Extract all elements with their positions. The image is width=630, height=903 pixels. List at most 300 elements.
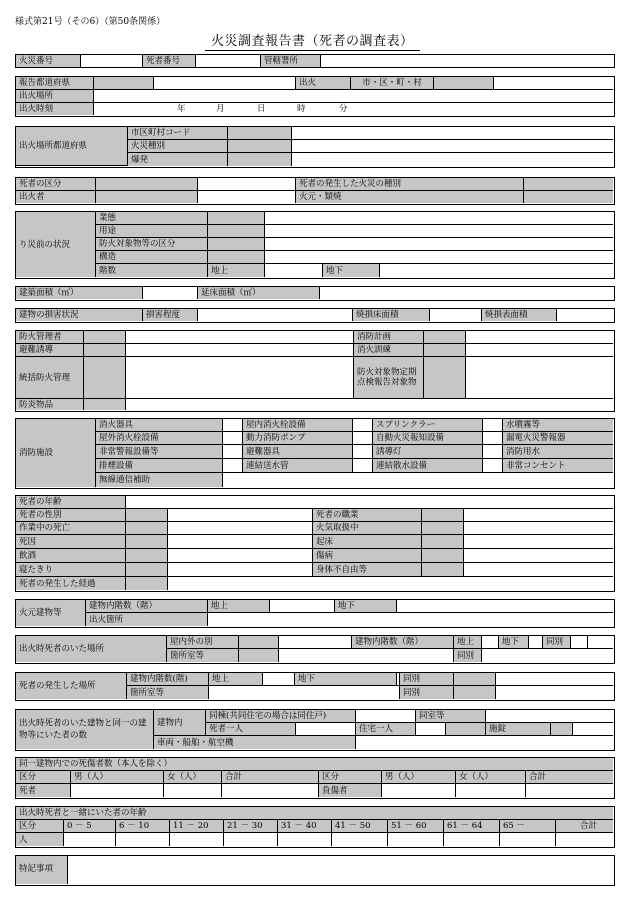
field-age-total[interactable]	[556, 833, 613, 846]
block-death-location	[15, 672, 615, 701]
unit-hour: 時	[297, 103, 306, 114]
cell-label: 業態	[99, 212, 117, 223]
label-victim-age	[16, 496, 126, 509]
field-death-room-code[interactable]	[454, 686, 496, 699]
cell-label: 死者の年齢	[19, 496, 62, 507]
field-indoor-outdoor-code[interactable]	[239, 636, 279, 649]
field-handling[interactable]	[464, 522, 613, 535]
field-fire-place[interactable]	[94, 90, 613, 103]
field-building-area[interactable]	[143, 287, 198, 299]
label-victim-room	[167, 649, 239, 662]
field-victim-sex[interactable]	[168, 509, 313, 522]
field-death-course-code[interactable]	[126, 577, 168, 590]
cell-label: 誘導灯	[376, 446, 402, 457]
cell-label: 死者	[19, 785, 37, 796]
field-origin[interactable]	[198, 191, 296, 203]
block-victim-info	[15, 495, 615, 592]
field-victim-distinction[interactable]	[571, 636, 588, 649]
cell-label: 車両・船舶・航空機	[157, 737, 234, 748]
block-pre-fire	[15, 211, 615, 279]
label-female-count	[164, 771, 222, 784]
cell-label: 身体不自由等	[316, 564, 368, 575]
label-unified-management	[16, 357, 84, 399]
label-drinking	[16, 549, 126, 563]
field-injured-male[interactable]	[382, 784, 456, 797]
cell-label: 死者の職業	[316, 509, 359, 520]
field-cause-code[interactable]	[126, 535, 168, 549]
field-use[interactable]	[265, 225, 613, 238]
block-others-count	[15, 709, 615, 751]
field-inspection-code[interactable]	[424, 357, 466, 399]
field-age-count[interactable]	[332, 833, 388, 846]
label-age-range	[444, 820, 500, 833]
cell-label: 寝たきり	[19, 564, 54, 575]
field-age-count[interactable]	[388, 833, 444, 846]
cell-label: 防火対象物定期点検報告対象物	[357, 366, 417, 388]
cell-label: 連結散水設備	[376, 460, 428, 471]
cell-label: 人	[19, 834, 28, 845]
facility-item	[373, 445, 483, 459]
label-fire-place	[16, 90, 94, 103]
label-fire-time	[16, 103, 94, 115]
field-victim-job[interactable]	[464, 509, 613, 522]
field-structure[interactable]	[265, 251, 613, 264]
facility-item	[503, 459, 613, 473]
cell-label: 特記事項	[19, 864, 54, 874]
cell-label: 同室等	[419, 710, 445, 721]
label-people	[16, 833, 64, 846]
field-victim-floors-extra[interactable]	[588, 636, 613, 649]
label-fire-facilities	[16, 419, 96, 487]
label-companion-ages	[16, 807, 613, 820]
label-evacuation	[16, 344, 84, 357]
field-use-code[interactable]	[208, 225, 265, 238]
facility-check[interactable]	[353, 419, 373, 432]
field-fire-drill[interactable]	[466, 344, 613, 357]
cell-label: 延床面積（㎡）	[201, 287, 261, 298]
field-death-room[interactable]	[209, 686, 400, 699]
facility-item	[503, 445, 613, 459]
cell-label: 消火訓練	[357, 344, 392, 355]
cell-label: 死因	[19, 536, 37, 547]
label-municipal-code	[128, 127, 228, 140]
label-male-count-2	[382, 771, 456, 784]
field-same-room[interactable]	[486, 710, 613, 723]
cell-label: 死者番号	[146, 55, 181, 66]
cell-label: 出火箇所	[89, 614, 124, 625]
cell-label: 同別	[403, 673, 421, 684]
field-prefecture-name[interactable]	[154, 77, 296, 90]
field-same-building[interactable]	[356, 710, 416, 723]
field-fire-location[interactable]	[208, 613, 613, 626]
field-below-ground[interactable]	[397, 600, 613, 613]
label-death-distinction	[400, 673, 454, 686]
label-structure	[96, 251, 208, 264]
cell-label: 連結送水管	[246, 460, 289, 471]
facility-check[interactable]	[483, 432, 503, 445]
cell-label: 合計	[580, 820, 598, 831]
field-fire-number[interactable]	[81, 55, 143, 68]
label-municipality	[351, 77, 434, 90]
block-remarks	[15, 855, 615, 886]
block-fire-facilities	[15, 418, 615, 489]
field-age-count[interactable]	[116, 833, 170, 846]
facility-item	[503, 432, 613, 445]
field-injured-female[interactable]	[456, 784, 526, 797]
label-fire-type	[128, 140, 228, 153]
label-pre-fire	[16, 212, 96, 277]
cell-label: 水噴霧等	[506, 419, 541, 430]
label-floors-below	[323, 264, 380, 277]
label-source-spread	[296, 191, 524, 203]
label-burn-floor	[353, 309, 430, 321]
label-death-above	[209, 673, 263, 686]
label-age-range	[278, 820, 332, 833]
field-victim-room-distinction[interactable]	[482, 649, 613, 662]
field-bedridden[interactable]	[168, 563, 313, 577]
label-age-range	[500, 820, 556, 833]
cell-label: 消防計画	[357, 331, 392, 342]
field-municipality-code[interactable]	[434, 77, 494, 90]
cell-label: 出火時死者のいた場所	[19, 643, 105, 654]
facility-check[interactable]	[353, 432, 373, 445]
field-flameproof[interactable]	[126, 399, 613, 410]
field-bedridden-code[interactable]	[126, 563, 168, 577]
label-floors-above	[208, 264, 265, 277]
cell-label: 火気取扱中	[316, 522, 359, 533]
facility-check[interactable]	[223, 445, 243, 459]
cell-label: 箇所室等	[130, 687, 165, 698]
field-age-count[interactable]	[170, 833, 224, 846]
field-death-room-distinction[interactable]	[496, 686, 613, 699]
field-unified-code[interactable]	[84, 357, 126, 399]
cell-label: 起床	[316, 536, 334, 547]
cell-label: 61 － 64	[447, 820, 483, 831]
field-death-distinction[interactable]	[496, 673, 613, 686]
field-unified[interactable]	[126, 357, 354, 399]
block-damage	[15, 308, 615, 323]
field-locked[interactable]	[573, 723, 613, 736]
field-damage-degree[interactable]	[198, 309, 353, 321]
cell-label: 合計	[225, 771, 243, 782]
form-title: 火災調査報告書（死者の調査表）	[205, 30, 420, 51]
field-fire-type[interactable]	[292, 140, 613, 153]
cell-label: 消防用水	[506, 446, 541, 457]
cell-label: 区分	[322, 771, 340, 782]
facility-check[interactable]	[353, 459, 373, 473]
facility-item	[96, 419, 223, 432]
label-floors	[96, 264, 208, 277]
field-department[interactable]	[321, 55, 613, 68]
field-fire-time[interactable]	[94, 103, 613, 115]
field-death-course[interactable]	[168, 577, 613, 590]
cell-label: 地上	[457, 636, 475, 647]
cell-label: 住宅一人	[359, 723, 394, 734]
cell-label: 屋内消火栓設備	[246, 419, 306, 430]
cell-label: 漏電火災警報器	[506, 432, 566, 443]
label-fire-plan	[354, 331, 424, 344]
facility-item	[373, 459, 483, 473]
field-victim-below[interactable]	[529, 636, 543, 649]
field-age-count[interactable]	[224, 833, 278, 846]
label-age-range	[332, 820, 388, 833]
field-victim-class[interactable]	[198, 178, 296, 191]
field-indoor-outdoor[interactable]	[279, 636, 352, 649]
label-casualty-category	[16, 771, 71, 784]
cell-label: 出火	[299, 77, 317, 88]
cell-label: スプリンクラー	[376, 419, 435, 430]
field-handling-code[interactable]	[422, 522, 464, 535]
label-damage-degree	[143, 309, 198, 321]
label-injured	[319, 784, 382, 797]
field-illness-code[interactable]	[422, 549, 464, 563]
cell-label: 出火者	[19, 191, 45, 202]
field-inspection[interactable]	[466, 357, 613, 399]
label-others-count	[16, 710, 154, 749]
facility-check[interactable]	[483, 459, 503, 473]
cell-label: 同棟(共同住宅の場合は同住戸)	[209, 710, 327, 721]
cell-label: 焼損表面積	[485, 309, 528, 320]
cell-label: 21 － 30	[227, 820, 263, 831]
field-age-count[interactable]	[278, 833, 332, 846]
cell-label: 建物内階数（階）	[89, 600, 158, 611]
facility-check[interactable]	[223, 473, 613, 487]
label-victim-above	[454, 636, 482, 649]
field-remarks[interactable]	[68, 856, 613, 884]
cell-label: 火元建物等	[19, 607, 62, 618]
cell-label: 市区町村コード	[131, 127, 191, 138]
block-areas	[15, 286, 615, 301]
field-age-count[interactable]	[500, 833, 556, 846]
label-at-work	[16, 522, 126, 535]
cell-label: 管轄署所	[264, 55, 299, 66]
label-victim-below	[499, 636, 529, 649]
field-cause[interactable]	[168, 535, 313, 549]
facility-item	[96, 445, 223, 459]
field-explosion[interactable]	[292, 153, 613, 166]
cell-label: 避難誘導	[19, 344, 54, 355]
field-source-spread[interactable]	[524, 191, 613, 203]
facility-check[interactable]	[223, 419, 243, 432]
field-municipality[interactable]	[494, 77, 613, 90]
label-burn-surface	[482, 309, 557, 321]
facility-item	[96, 432, 223, 445]
label-fire-number	[16, 55, 81, 68]
cell-label: 地上	[212, 673, 230, 684]
field-death-distinction-code[interactable]	[454, 673, 496, 686]
field-structure-code[interactable]	[208, 251, 265, 264]
field-dead-male[interactable]	[71, 784, 164, 797]
facility-check[interactable]	[223, 459, 243, 473]
field-residents-count[interactable]	[416, 723, 446, 736]
field-at-work[interactable]	[168, 522, 313, 535]
field-dead-total[interactable]	[222, 784, 319, 797]
field-object-category-code[interactable]	[208, 238, 265, 251]
label-death-room	[127, 686, 209, 699]
label-fire	[296, 77, 351, 90]
field-sex-code[interactable]	[126, 509, 168, 522]
label-vehicle	[154, 736, 356, 749]
label-casualty-category-2	[319, 771, 382, 784]
block-victim-class	[15, 177, 615, 205]
label-age-range	[388, 820, 444, 833]
field-burn-floor[interactable]	[430, 309, 482, 321]
label-victim-number	[143, 55, 196, 68]
field-at-work-code[interactable]	[126, 522, 168, 535]
field-above-ground[interactable]	[270, 600, 335, 613]
label-age-total	[556, 820, 613, 833]
label-death-course	[16, 577, 126, 590]
cell-label: 施錠	[489, 723, 507, 734]
label-victims-count	[206, 723, 296, 736]
field-municipal-code[interactable]	[228, 127, 292, 140]
label-below-ground	[335, 600, 397, 613]
label-handling-fire	[313, 522, 422, 535]
cell-label: 合計	[529, 771, 547, 782]
block-origin-building	[15, 599, 615, 628]
field-evacuation-code[interactable]	[84, 344, 126, 357]
cell-label: 階数	[99, 265, 117, 276]
field-rising[interactable]	[464, 535, 613, 549]
unit-year: 年	[177, 103, 186, 114]
field-victim-class-code[interactable]	[96, 178, 198, 191]
label-death-room-distinction	[400, 686, 454, 699]
field-drinking-code[interactable]	[126, 549, 168, 563]
field-victim-room[interactable]	[279, 649, 454, 662]
facility-item	[503, 419, 613, 432]
field-illness[interactable]	[464, 549, 613, 563]
field-job-code[interactable]	[422, 509, 464, 522]
field-drinking[interactable]	[168, 549, 313, 563]
cell-label: 出火時刻	[19, 103, 54, 114]
field-victim-above[interactable]	[482, 636, 499, 649]
cell-label: 地下	[298, 673, 316, 684]
form-number: 様式第21号（その6）（第50条関係）	[15, 17, 166, 27]
field-flameproof-code[interactable]	[84, 399, 126, 410]
field-business[interactable]	[265, 212, 613, 225]
label-same-room	[416, 710, 486, 723]
cell-label: 火災種別	[131, 140, 166, 151]
facility-check[interactable]	[483, 419, 503, 432]
cell-label: 死者の発生した場所	[19, 680, 96, 691]
cell-label: 男（人）	[74, 771, 109, 782]
cell-label: 非常コンセント	[506, 460, 566, 471]
field-injured-total[interactable]	[526, 784, 613, 797]
field-vehicle[interactable]	[356, 736, 613, 749]
field-dead-female[interactable]	[164, 784, 222, 797]
field-fire-manager-code[interactable]	[84, 331, 126, 344]
field-fire-kind[interactable]	[524, 178, 613, 191]
cell-label: 建物内階数（階）	[355, 636, 424, 647]
field-age-count[interactable]	[444, 833, 500, 846]
field-fire-drill-code[interactable]	[424, 344, 466, 357]
cell-label: 排煙設備	[99, 460, 134, 471]
label-indoor-outdoor	[167, 636, 239, 649]
field-disabled[interactable]	[464, 563, 613, 577]
unit-day: 日	[257, 103, 266, 114]
field-victim-room-code[interactable]	[239, 649, 279, 662]
field-floors-above[interactable]	[265, 264, 323, 277]
facility-item	[373, 419, 483, 432]
field-age-count[interactable]	[64, 833, 116, 846]
cell-label: 男（人）	[385, 771, 420, 782]
facility-check[interactable]	[353, 445, 373, 459]
cell-label: 作業中の死亡	[19, 522, 71, 533]
cell-label: り災前の状況	[19, 239, 71, 250]
block-casualties	[15, 757, 615, 799]
field-fire-manager[interactable]	[126, 331, 354, 344]
label-age-range	[116, 820, 170, 833]
field-victims-count[interactable]	[296, 723, 356, 736]
cell-label: 死者の発生した経過	[19, 578, 96, 589]
label-cause-of-death	[16, 535, 126, 549]
field-floor-area[interactable]	[320, 287, 613, 299]
field-disabled-code[interactable]	[422, 563, 464, 577]
cell-label: 傷病	[316, 550, 334, 561]
field-explosion-code[interactable]	[228, 153, 292, 166]
label-age-category	[16, 820, 64, 833]
label-fire-drill	[354, 344, 424, 357]
label-above-ground	[208, 600, 270, 613]
label-victim-job	[313, 509, 422, 522]
field-object-category[interactable]	[265, 238, 613, 251]
facility-check[interactable]	[483, 445, 503, 459]
label-business	[96, 212, 208, 225]
label-explosion	[128, 153, 228, 166]
field-evacuation[interactable]	[126, 344, 354, 357]
field-fire-type-code[interactable]	[228, 140, 292, 153]
label-department	[261, 55, 321, 68]
label-female-count-2	[456, 771, 526, 784]
field-business-code[interactable]	[208, 212, 265, 225]
cell-label: 41 － 50	[335, 820, 371, 831]
cell-label: 構造	[99, 251, 117, 262]
facility-check[interactable]	[223, 432, 243, 445]
cell-label: 焼損床面積	[356, 309, 399, 320]
label-use	[96, 225, 208, 238]
label-age-range	[170, 820, 224, 833]
label-age-range	[64, 820, 116, 833]
cell-label: 報告都道府県	[19, 77, 71, 88]
field-fire-plan[interactable]	[466, 331, 613, 344]
cell-label: 非常警報設備等	[99, 446, 159, 457]
field-floors-below[interactable]	[380, 264, 613, 277]
cell-label: 同別	[546, 636, 564, 647]
field-death-above[interactable]	[263, 673, 295, 686]
cell-label: 地下	[326, 265, 344, 276]
field-victim-number[interactable]	[196, 55, 261, 68]
label-victim-room-distinction	[454, 649, 482, 662]
field-fire-plan-code[interactable]	[424, 331, 466, 344]
label-fire-manager	[16, 331, 84, 344]
cell-label: 出火場所	[19, 90, 54, 101]
field-locked-code[interactable]	[551, 723, 573, 736]
cell-label: 地下	[502, 636, 520, 647]
label-same-building	[206, 710, 356, 723]
field-victim-age[interactable]	[126, 496, 613, 509]
facility-item	[96, 459, 223, 473]
field-municipal-name[interactable]	[292, 127, 613, 140]
cell-label: 出火時死者と一緒にいた者の年齢	[19, 807, 147, 818]
field-prefecture-code[interactable]	[94, 77, 154, 90]
field-residents-extra[interactable]	[446, 723, 486, 736]
cell-label: 区分	[19, 820, 37, 831]
field-origin-code[interactable]	[96, 191, 198, 203]
field-burn-surface[interactable]	[557, 309, 613, 321]
cell-label: 統括防火管理	[19, 372, 71, 383]
field-rising-code[interactable]	[422, 535, 464, 549]
cell-label: 建物内階数(階)	[130, 673, 188, 684]
